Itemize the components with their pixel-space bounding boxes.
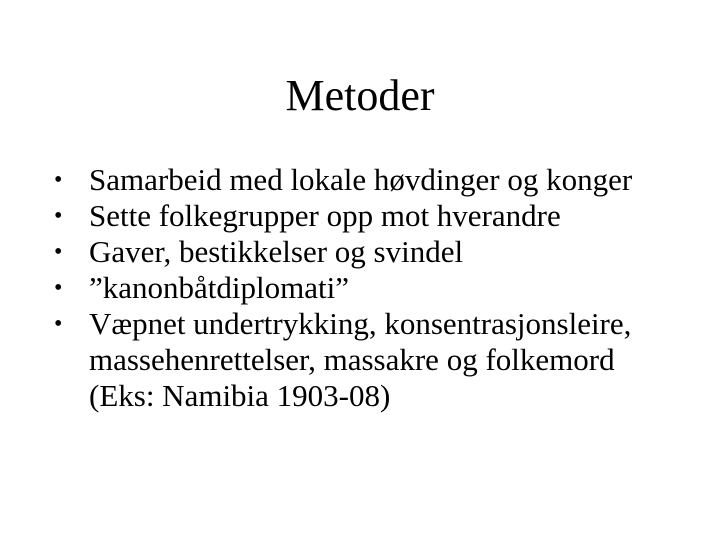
bullet-item <box>54 198 674 234</box>
bullet-item <box>54 270 674 306</box>
bullet-item <box>54 306 674 414</box>
bullet-item <box>54 234 674 270</box>
bullet-text: Sette folkegrupper opp mot hverandre <box>89 198 561 233</box>
bullet-icon: • <box>54 203 63 229</box>
bullet-icon: • <box>54 239 63 265</box>
bullet-icon: • <box>54 167 63 193</box>
bullet-list <box>54 162 674 414</box>
bullet-icon: • <box>54 311 63 337</box>
bullet-icon: • <box>54 275 63 301</box>
bullet-text: Samarbeid med lokale høvdinger og konger <box>89 162 633 197</box>
bullet-item <box>54 162 674 198</box>
bullet-text: ”kanonbåtdiplomati” <box>89 270 349 305</box>
bullet-text: Væpnet undertrykking, konsentrasjonsleire, massehenrettelser, massakre og folkemord (Eks: Namibia 1903-08) <box>89 306 632 413</box>
slide-title: Metoder <box>285 71 435 120</box>
bullet-text: Gaver, bestikkelser og svindel <box>89 234 464 269</box>
